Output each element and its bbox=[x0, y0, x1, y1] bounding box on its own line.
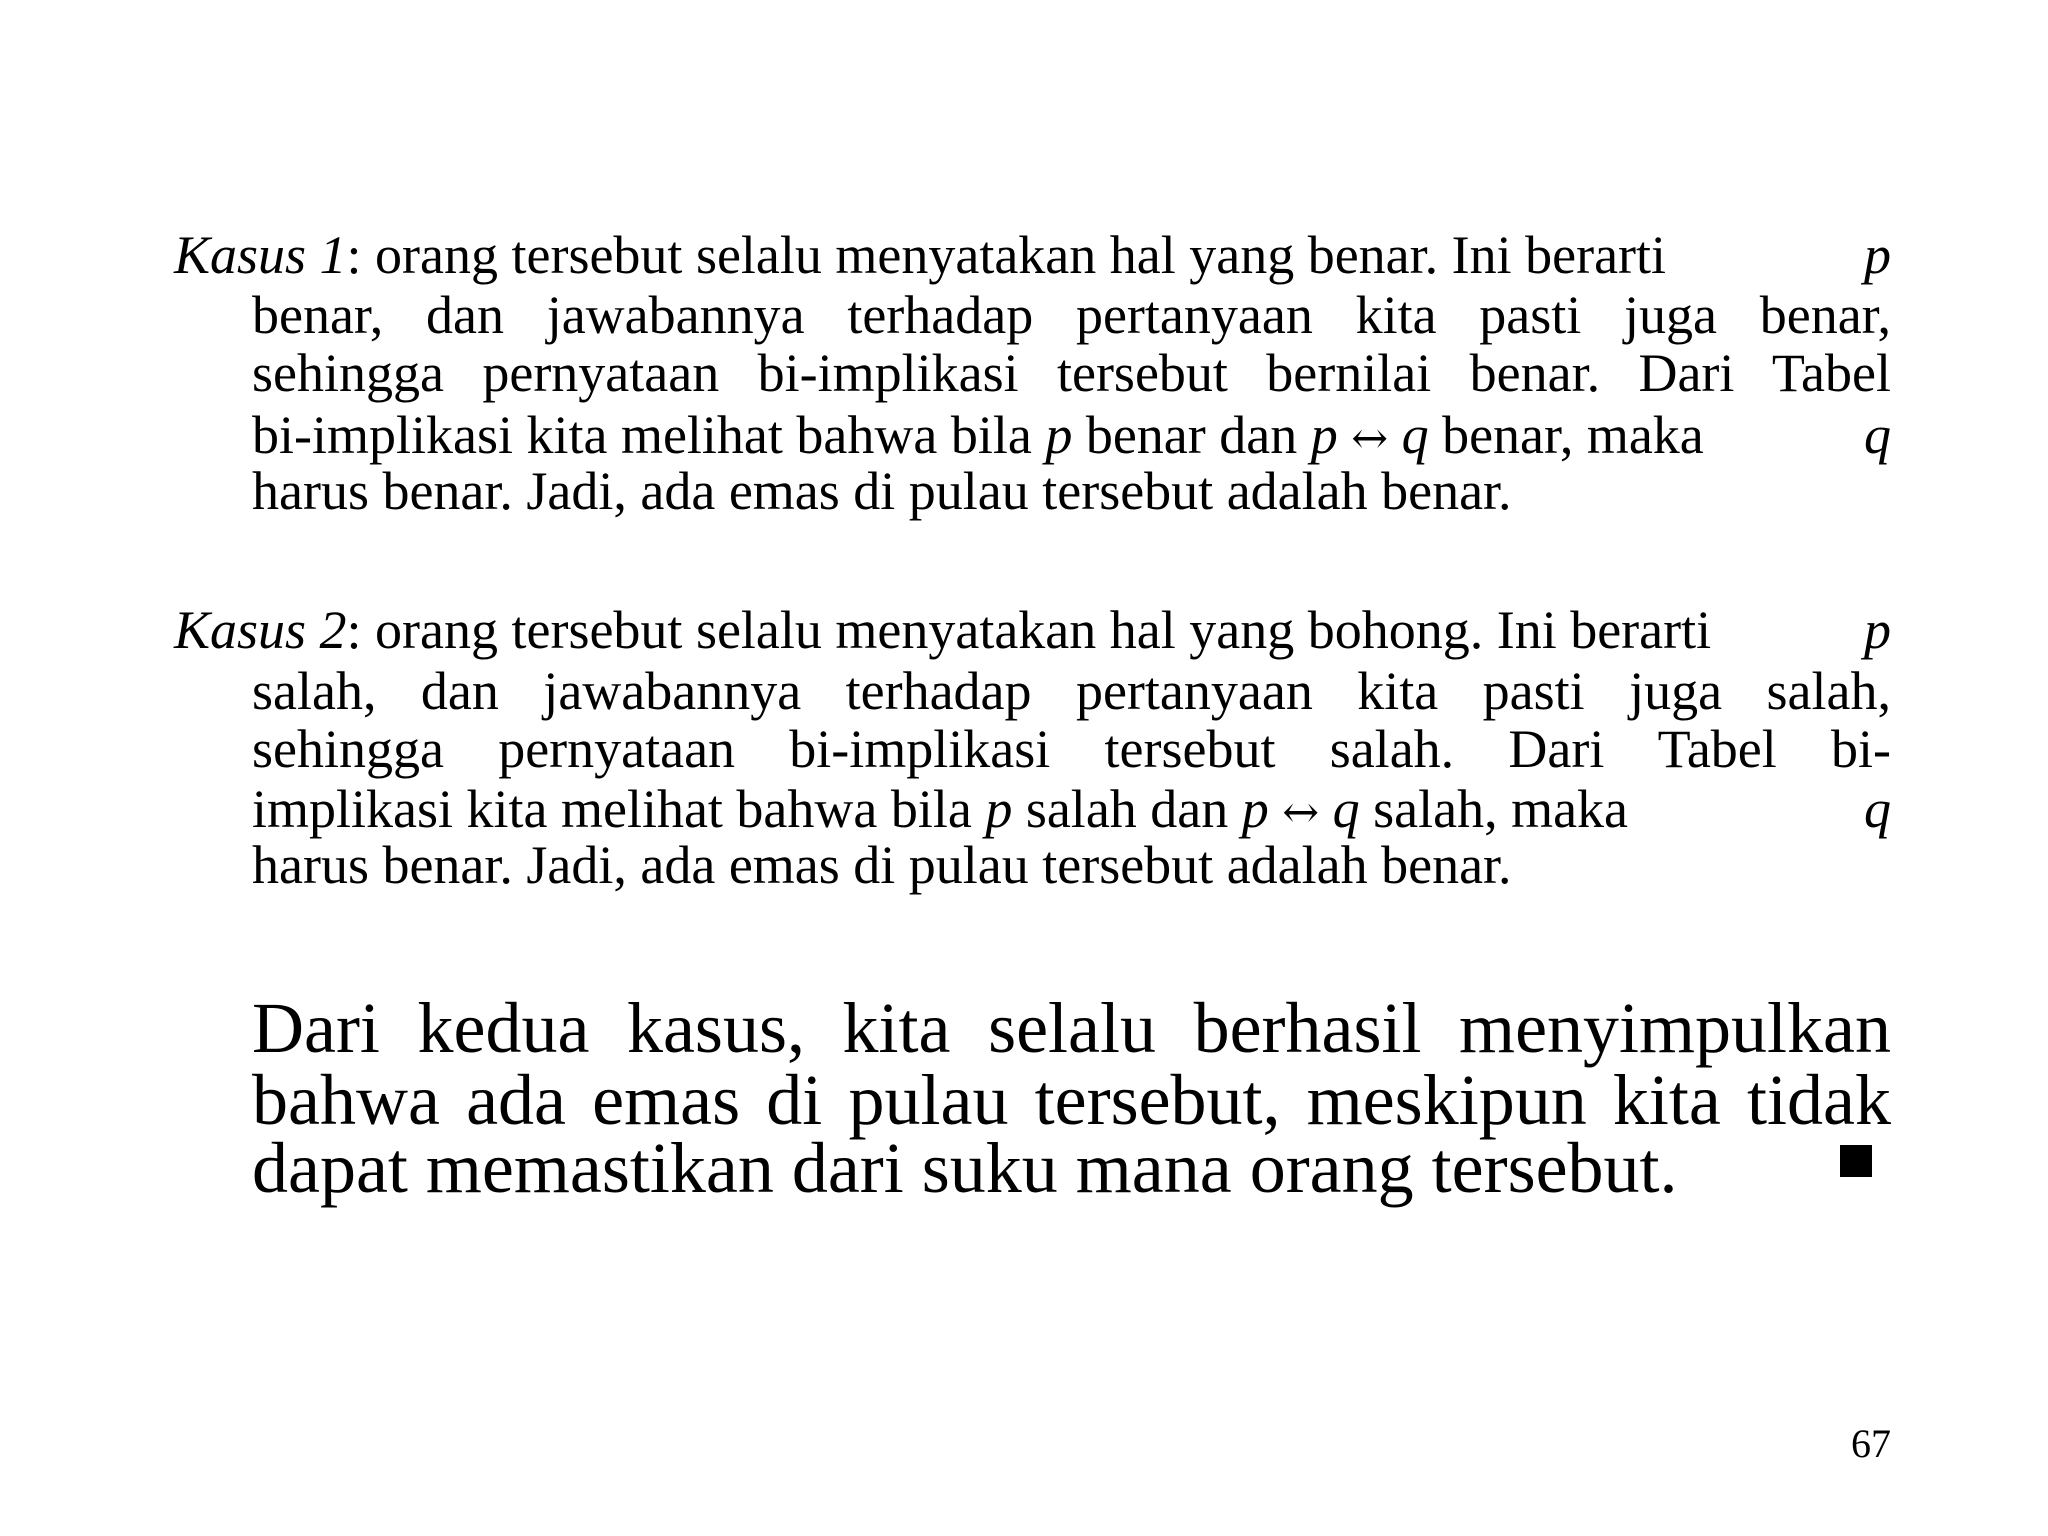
conclusion-line-3 bbox=[252, 1130, 1891, 1206]
case1-line-3 bbox=[252, 342, 1891, 404]
case1-var-q-2: q bbox=[1864, 405, 1891, 465]
case2-var-p-2: p bbox=[985, 779, 1013, 839]
case2-line1-text: : orang tersebut selalu menyatakan hal yang bohong. Ini berarti bbox=[346, 600, 1712, 660]
case2-iff-symbol: ↔ bbox=[1282, 787, 1320, 838]
case1-line4-mid2: benar, maka bbox=[1428, 405, 1718, 465]
qed-square-icon bbox=[1840, 1145, 1872, 1177]
case2-line5-text: harus benar. Jadi, ada emas di pulau tersebut adalah benar. bbox=[252, 835, 1512, 895]
case1-var-q: q bbox=[1401, 405, 1429, 465]
case1-line3-text: sehingga pernyataan bi-implikasi tersebut bernilai benar. Dari Tabel bbox=[252, 343, 1891, 403]
case1-line-5 bbox=[252, 460, 1891, 522]
case1-line4-mid1: benar dan bbox=[1072, 405, 1311, 465]
case2-line-3 bbox=[252, 718, 1891, 780]
case2-line2-text: salah, dan jawabannya terhadap pertanyaan kita pasti juga salah, bbox=[252, 661, 1891, 721]
case2-var-q-2: q bbox=[1864, 779, 1891, 839]
conclusion-line1-text: Dari kedua kasus, kita selalu berhasil menyimpulkan bbox=[252, 988, 1891, 1068]
case1-var-p: p bbox=[1864, 225, 1891, 285]
case1-lead bbox=[174, 224, 1666, 286]
case2-line3-text: sehingga pernyataan bi-implikasi tersebut salah. Dari Tabel bi- bbox=[252, 719, 1891, 779]
case2-label: Kasus 2 bbox=[174, 600, 347, 660]
case1-line1-text: : orang tersebut selalu menyatakan hal yang benar. Ini berarti bbox=[346, 225, 1667, 285]
case2-line4-mid2: salah, maka bbox=[1359, 779, 1642, 839]
conclusion-line-1 bbox=[252, 990, 1891, 1066]
case2-line-5 bbox=[252, 834, 1891, 896]
case2-var-q: q bbox=[1332, 779, 1360, 839]
case2-var-p: p bbox=[1864, 600, 1891, 660]
conclusion-line2-text: bahwa ada emas di pulau tersebut, meskipun kita tidak bbox=[252, 1060, 1891, 1140]
case2-line-1 bbox=[174, 599, 1891, 661]
case1-line2-text: benar, dan jawabannya terhadap pertanyaan kita pasti juga benar, bbox=[252, 285, 1891, 345]
case1-iff-symbol: ↔ bbox=[1351, 413, 1389, 464]
conclusion-line3-text: dapat memastikan dari suku mana orang tersebut. bbox=[252, 1128, 1678, 1208]
case2-line-2 bbox=[252, 660, 1891, 722]
page-number: 67 bbox=[1851, 1421, 1891, 1466]
case1-line-1 bbox=[174, 224, 1891, 286]
case1-var-p-3: p bbox=[1310, 405, 1338, 465]
case1-var-p-2: p bbox=[1045, 405, 1073, 465]
case1-line-2 bbox=[252, 284, 1891, 346]
case1-line4-text: bi-implikasi kita melihat bahwa bila bbox=[252, 405, 1046, 465]
case1-label: Kasus 1 bbox=[174, 225, 347, 285]
case1-line5-text: harus benar. Jadi, ada emas di pulau tersebut adalah benar. bbox=[252, 461, 1512, 521]
case2-var-p-3: p bbox=[1241, 779, 1269, 839]
conclusion-line-2 bbox=[252, 1062, 1891, 1138]
case2-line4-text: implikasi kita melihat bahwa bila bbox=[252, 779, 986, 839]
case2-line4-mid1: salah dan bbox=[1012, 779, 1242, 839]
case2-lead bbox=[174, 599, 1711, 661]
